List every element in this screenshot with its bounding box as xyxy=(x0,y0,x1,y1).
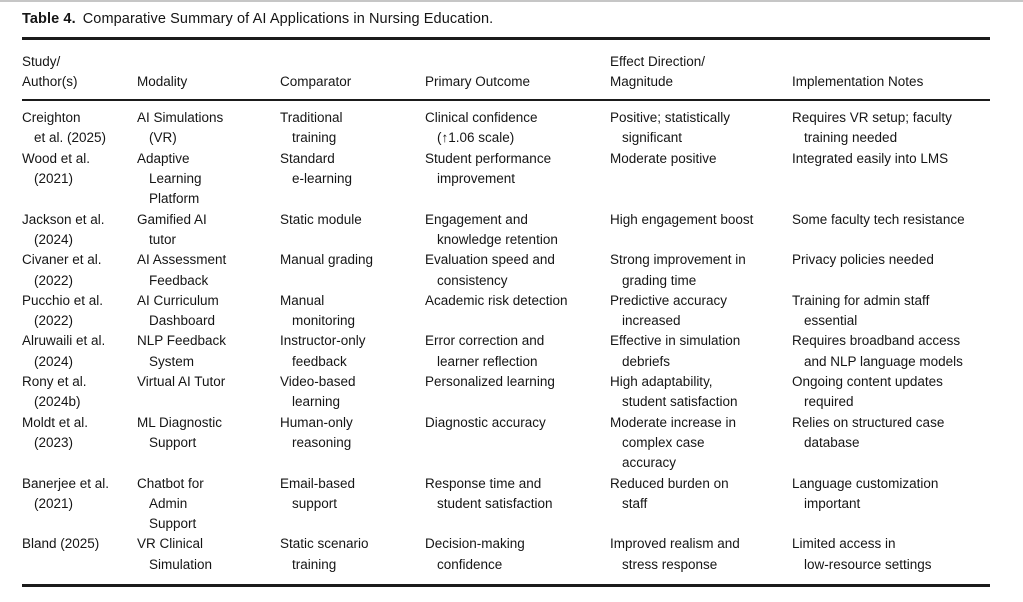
cell-notes: Training for admin staff essential xyxy=(792,292,930,329)
cell-effect: Positive; statistically significant xyxy=(610,110,731,146)
document-page xyxy=(22,2,990,587)
cell-comparator: Human-only reasoning xyxy=(280,414,353,450)
table-title: Comparative Summary of AI Applications in Nursing Education. xyxy=(82,11,494,27)
cell-modality: Adaptive Learning Platform xyxy=(137,150,202,207)
column-header-comparator: Comparator xyxy=(280,73,352,89)
cell-primary-outcome: Diagnostic accuracy xyxy=(425,414,546,430)
cell-notes: Language customization important xyxy=(792,475,939,511)
cell-modality: Virtual AI Tutor xyxy=(137,374,226,390)
table-caption xyxy=(22,10,990,29)
cell-primary-outcome: Personalized learning xyxy=(425,374,555,390)
cell-study: Wood et al. (2021) xyxy=(22,150,91,187)
cell-comparator: Manual grading xyxy=(280,252,374,268)
cell-effect: High engagement boost xyxy=(610,211,754,227)
table-label: Table 4. xyxy=(22,11,76,27)
table-body xyxy=(22,101,990,584)
cell-comparator: Video-based learning xyxy=(280,374,356,410)
cell-notes: Privacy policies needed xyxy=(792,252,934,268)
cell-primary-outcome: Decision-making confidence xyxy=(425,536,525,572)
cell-comparator: Traditional training xyxy=(280,110,343,146)
cell-notes: Requires VR setup; faculty training needed xyxy=(792,110,952,146)
cell-effect: High adaptability, student satisfaction xyxy=(610,374,738,410)
cell-study: Rony et al. (2024b) xyxy=(22,374,87,410)
cell-modality: Chatbot for Admin Support xyxy=(137,475,204,532)
cell-notes: Ongoing content updates required xyxy=(792,374,943,410)
cell-effect: Strong improvement in grading time xyxy=(610,252,746,288)
cell-notes: Relies on structured case database xyxy=(792,414,945,450)
cell-study: Pucchio et al. (2022) xyxy=(22,292,104,329)
cell-study: Creighton et al. (2025) xyxy=(22,110,107,146)
cell-notes: Integrated easily into LMS xyxy=(792,150,949,166)
cell-comparator: Manual monitoring xyxy=(280,292,356,329)
cell-study: Moldt et al. (2023) xyxy=(22,414,89,450)
cell-primary-outcome: Academic risk detection xyxy=(425,292,568,308)
cell-modality: ML Diagnostic Support xyxy=(137,414,223,450)
cell-primary-outcome: Response time and student satisfaction xyxy=(425,475,553,511)
cell-primary-outcome: Student performance improvement xyxy=(425,150,552,187)
cell-primary-outcome: Clinical confidence (↑1.06 scale) xyxy=(425,110,538,146)
cell-modality: VR Clinical Simulation xyxy=(137,536,213,572)
cell-primary-outcome: Error correction and learner reflection xyxy=(425,333,545,369)
cell-comparator: Instructor-only feedback xyxy=(280,333,366,369)
cell-effect: Improved realism and stress response xyxy=(610,536,740,572)
table-bottom-rule xyxy=(22,584,990,587)
cell-modality: Gamified AI tutor xyxy=(137,211,207,247)
cell-notes: Limited access in low-resource settings xyxy=(792,536,932,572)
column-header-modality: Modality xyxy=(137,73,188,89)
cell-effect: Effective in simulation debriefs xyxy=(610,333,741,369)
cell-effect: Reduced burden on staff xyxy=(610,475,729,511)
cell-primary-outcome: Evaluation speed and consistency xyxy=(425,252,555,288)
cell-modality: AI Assessment Feedback xyxy=(137,252,227,288)
column-header-primary-outcome: Primary Outcome xyxy=(425,73,531,89)
cell-comparator: Email-based support xyxy=(280,475,356,511)
cell-notes: Some faculty tech resistance xyxy=(792,211,965,227)
cell-effect: Predictive accuracy increased xyxy=(610,292,728,329)
cell-study: Alruwaili et al. (2024) xyxy=(22,333,106,369)
cell-comparator: Standard e-learning xyxy=(280,150,353,187)
cell-comparator: Static module xyxy=(280,211,362,227)
cell-primary-outcome: Engagement and knowledge retention xyxy=(425,211,558,247)
cell-notes: Requires broadband access and NLP language models xyxy=(792,333,963,369)
cell-study: Bland (2025) xyxy=(22,536,100,552)
cell-effect: Moderate positive xyxy=(610,150,717,166)
cell-effect: Moderate increase in complex case accuracy xyxy=(610,414,737,471)
column-header-effect-direction-magnitude: Effect Direction/ Magnitude xyxy=(610,53,706,89)
cell-comparator: Static scenario training xyxy=(280,536,369,572)
cell-study: Jackson et al. (2024) xyxy=(22,211,105,247)
cell-study: Banerjee et al. (2021) xyxy=(22,475,110,511)
table-header-row xyxy=(22,40,990,99)
cell-modality: AI Simulations (VR) xyxy=(137,110,224,146)
column-header-study-authors: Study/ Author(s) xyxy=(22,53,78,89)
cell-study: Civaner et al. (2022) xyxy=(22,252,102,288)
cell-modality: AI Curriculum Dashboard xyxy=(137,292,219,329)
column-header-implementation-notes: Implementation Notes xyxy=(792,73,924,89)
cell-modality: NLP Feedback System xyxy=(137,333,227,369)
